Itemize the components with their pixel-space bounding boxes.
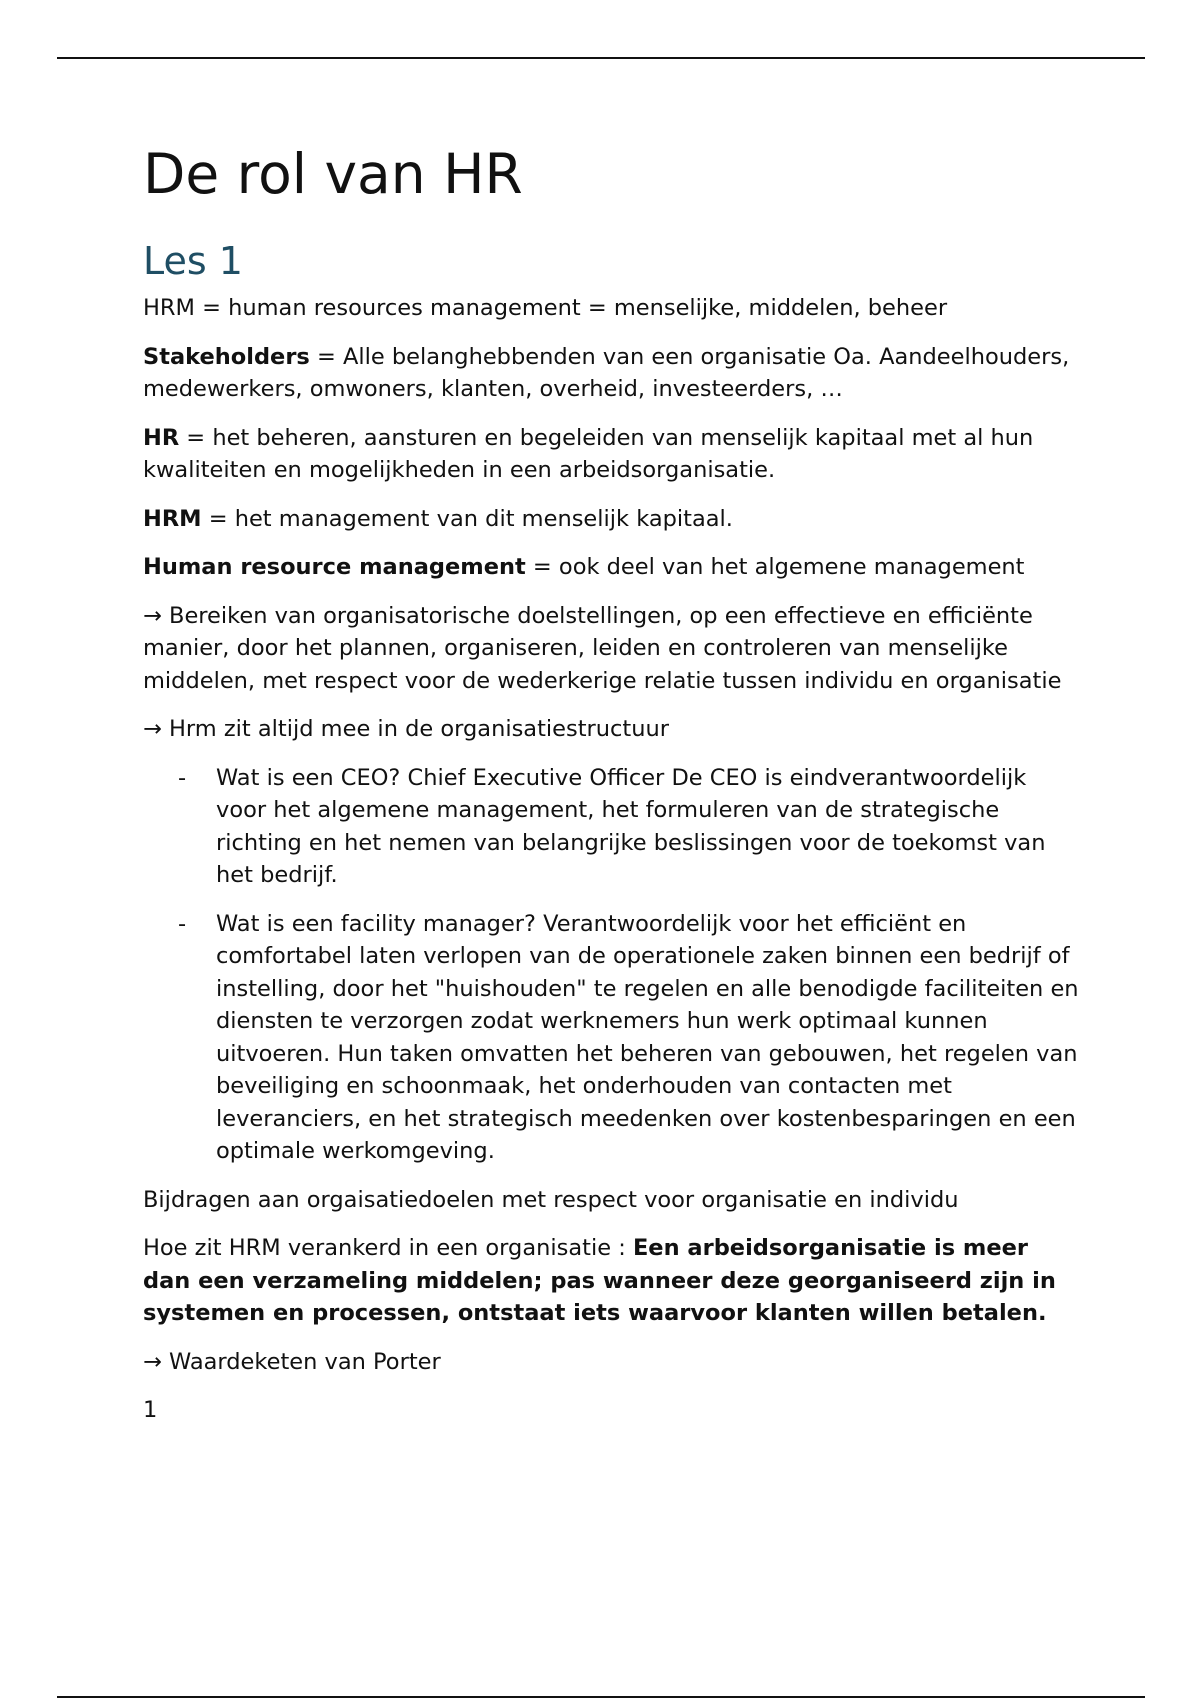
anchoring-question: Hoe zit HRM verankerd in een organisatie :: [143, 1235, 633, 1261]
human-resource-management-paragraph: [143, 551, 1083, 584]
porter-arrow-paragraph: → Waardeketen van Porter: [143, 1348, 441, 1375]
hrm-definition: = het management van dit menselijk kapitaal.: [201, 505, 733, 532]
hr-paragraph: [143, 422, 1083, 487]
hrm-term: HRM: [143, 505, 202, 532]
list-dash: -: [178, 910, 187, 937]
document-title: De rol van HR: [143, 142, 523, 206]
stakeholders-definition: = Alle belanghebbenden van een organisatie Oa. Aandeelhouders, medewerkers, omwoners, klanten, overheid, investeerders, …: [143, 343, 1070, 402]
human-resource-management-term: Human resource management: [143, 554, 526, 580]
document-body: [143, 138, 1083, 1427]
page-number: 1: [143, 1397, 158, 1423]
list-item-text: Wat is een CEO? Chief Executive Officer De CEO is eindverantwoordelijk voor het algemene management, het formuleren van de strategische richting en het nemen van belangrijke beslissingen voor de toekomst van het bedrijf.: [216, 764, 1046, 888]
bottom-rule: [57, 1696, 1145, 1698]
human-resource-management-definition: = ook deel van het algemene management: [525, 554, 1025, 580]
hr-term: HR: [143, 424, 180, 451]
list-item-facility-manager: [143, 908, 1083, 1168]
structure-arrow-paragraph: → Hrm zit altijd mee in de organisatiestructuur: [143, 716, 670, 742]
anchoring-answer: Een arbeidsorganisatie is meer dan een verzameling middelen; pas wanneer deze georganiseerd zijn in systemen en processen, ontstaat iets waarvoor klanten willen betalen.: [143, 1235, 1056, 1326]
goals-arrow-paragraph: → Bereiken van organisatorische doelstellingen, op een effectieve en efficiënte manier, door het plannen, organiseren, leiden en controleren van menselijke middelen, met respect voor de wederkerige relatie tussen individu en organisatie: [143, 602, 1062, 694]
contribution-paragraph: Bijdragen aan orgaisatiedoelen met respect voor organisatie en individu: [143, 1186, 959, 1213]
list-item-text: Wat is een facility manager? Verantwoordelijk voor het efficiënt en comfortabel laten verlopen van de operationele zaken binnen een bedrijf of instelling, door het "huishouden" te regelen en alle benodigde faciliteiten en diensten te verzorgen zodat werknemers hun werk optimaal kunnen uitvoeren. Hun taken omvatten het beheren van gebouwen, het regelen van beveiliging en schoonmaak, het onderhouden van contacten met leveranciers, en het strategisch meedenken over kostenbesparingen en een optimale werkomgeving.: [216, 910, 1079, 1164]
section-heading: Les 1: [143, 239, 243, 283]
stakeholders-paragraph: [143, 341, 1083, 406]
list-item-ceo: [143, 762, 1083, 892]
role-list: [143, 762, 1083, 1168]
hr-definition: = het beheren, aansturen en begeleiden van menselijk kapitaal met al hun kwaliteiten en mogelijkheden in een arbeidsorganisatie.: [143, 424, 1034, 483]
hrm-acronym-paragraph: HRM = human resources management = menselijke, middelen, beheer: [143, 295, 948, 321]
hrm-paragraph: [143, 503, 1083, 536]
stakeholders-term: Stakeholders: [143, 343, 310, 370]
top-rule: [57, 57, 1145, 59]
anchoring-paragraph: [143, 1232, 1083, 1330]
list-dash: -: [178, 764, 187, 791]
